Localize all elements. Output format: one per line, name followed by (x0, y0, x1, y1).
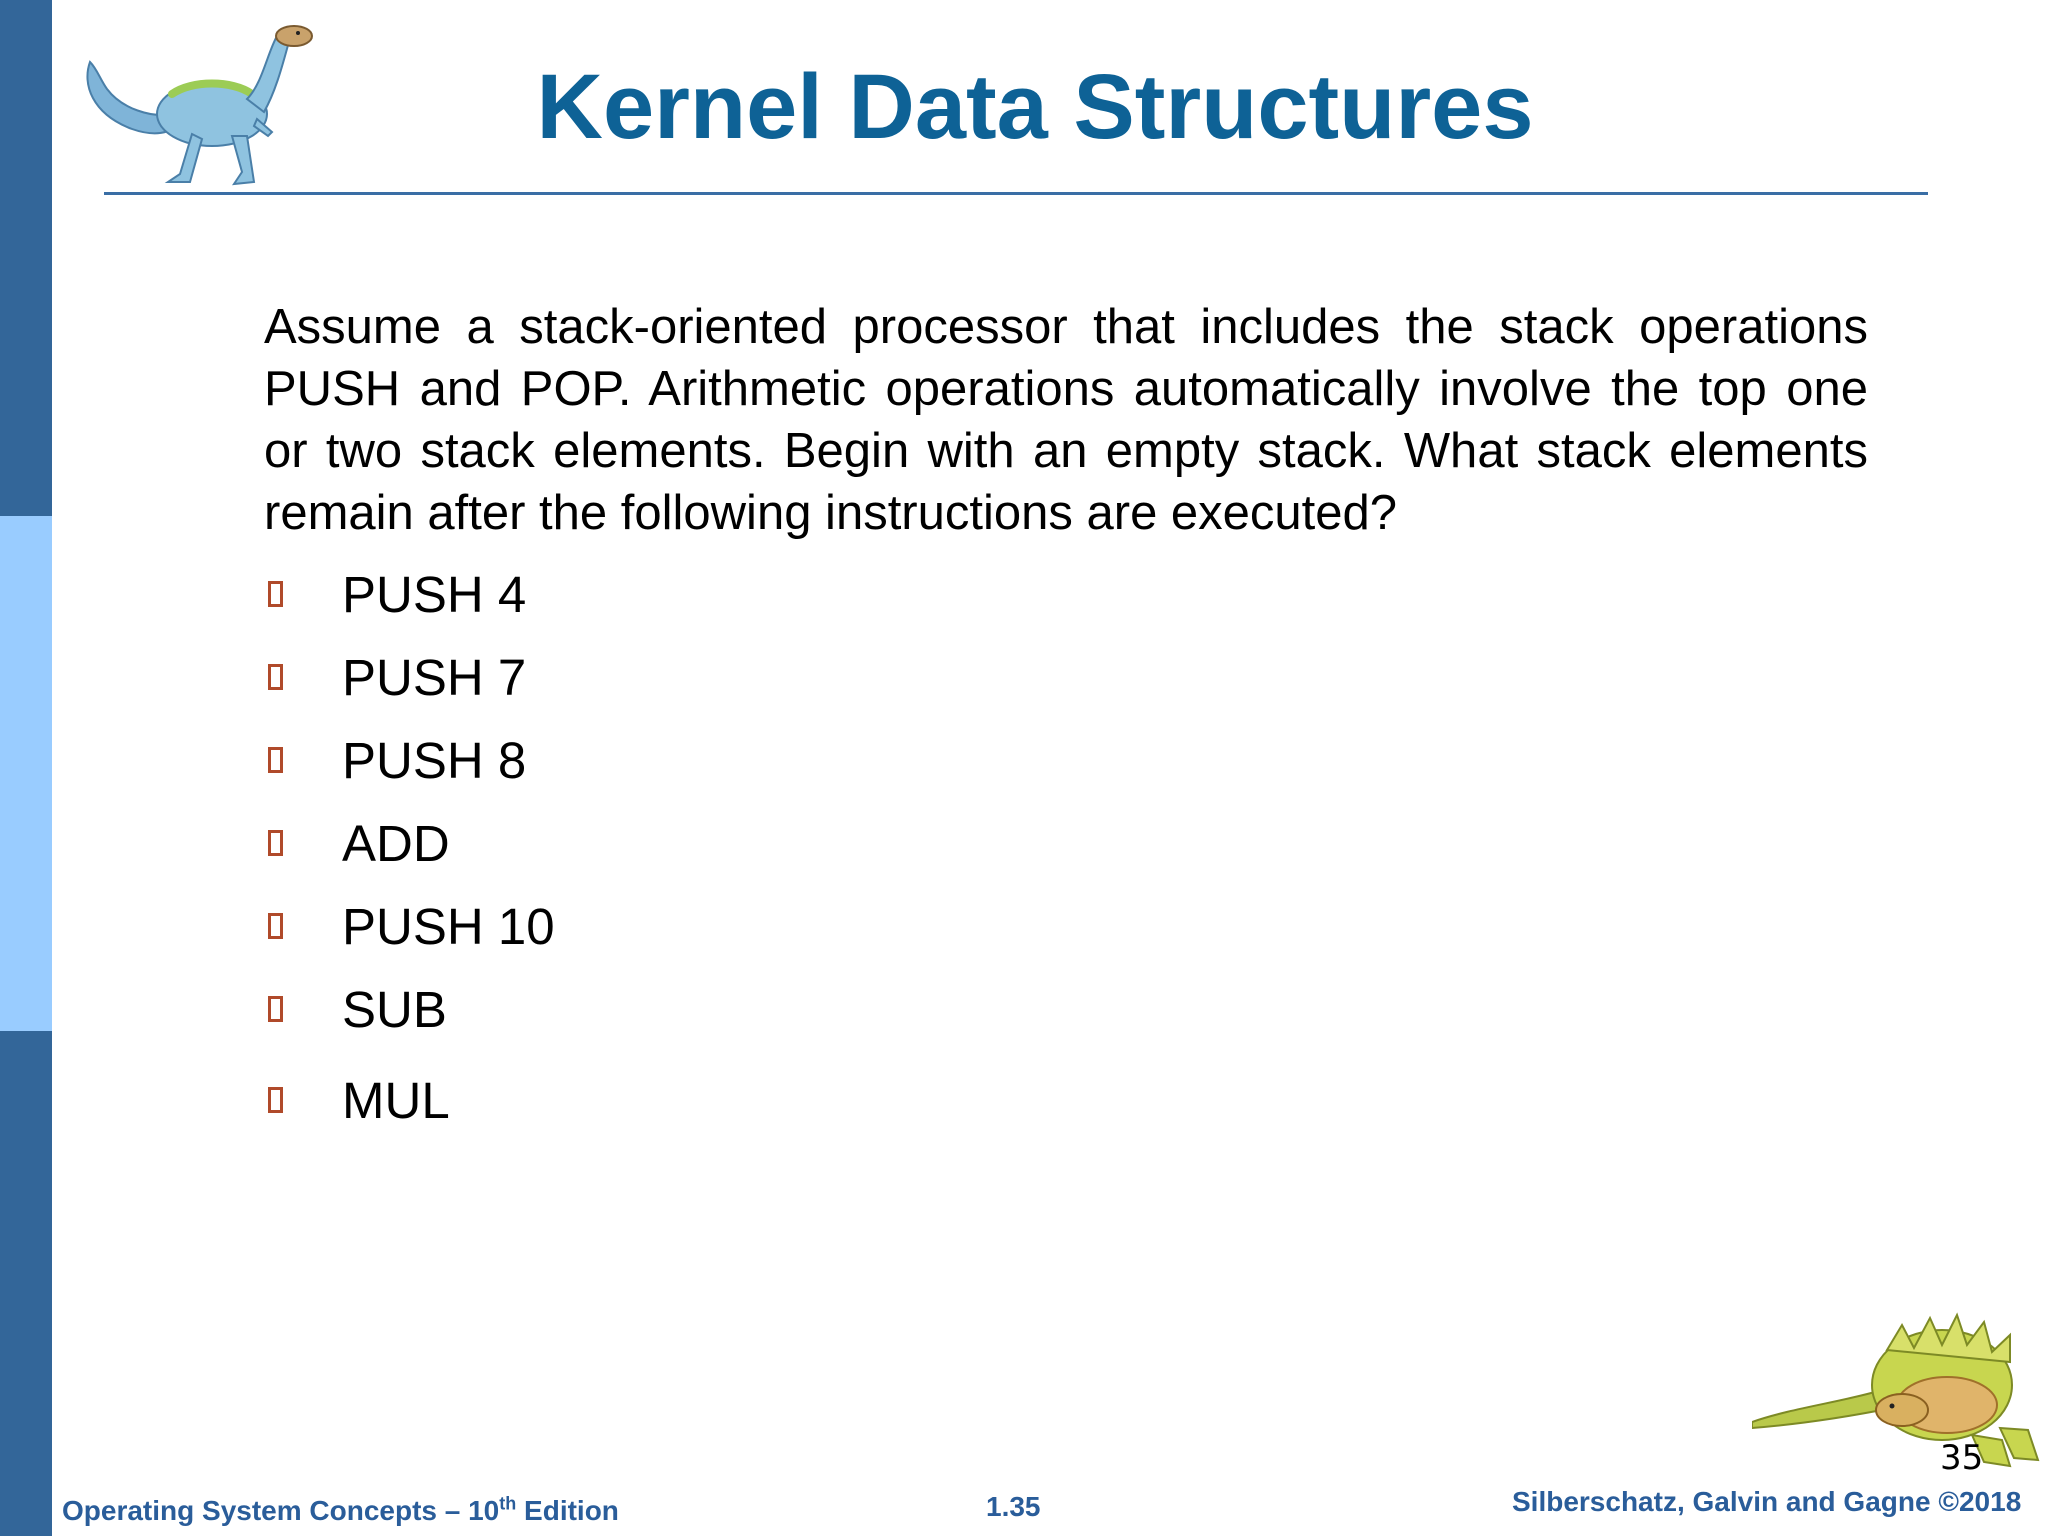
footer-book-title-suffix: Edition (516, 1495, 619, 1526)
sidebar-segment-top (0, 0, 52, 516)
dinosaur-logo-icon (72, 14, 322, 194)
hollow-square-icon (268, 830, 283, 856)
instruction-text: PUSH 10 (342, 898, 555, 955)
hollow-square-icon (268, 664, 283, 690)
instruction-text: ADD (342, 815, 450, 872)
list-item (264, 565, 864, 625)
list-item (264, 897, 864, 957)
list-item (264, 814, 864, 874)
hollow-square-icon (268, 996, 283, 1022)
footer-copyright: Silberschatz, Galvin and Gagne ©2018 (1512, 1486, 2022, 1517)
instruction-text: PUSH 7 (342, 649, 527, 706)
sidebar-segment-middle (0, 516, 52, 1031)
list-item (264, 980, 864, 1040)
hollow-square-icon (268, 913, 283, 939)
instruction-text: SUB (342, 981, 447, 1038)
footer-slide-number: 1.35 (986, 1491, 1041, 1522)
sidebar-stripe (0, 0, 52, 1536)
question-paragraph: Assume a stack-oriented processor that includes the stack operations PUSH and POP. Arithmetic operations automatically involve the top one or two stack elements. Begin with an empty stack. What stack elements remain after the following instructions are executed? (264, 300, 1868, 540)
instruction-text: PUSH 4 (342, 566, 527, 623)
list-item (264, 731, 864, 791)
dinosaur-illustration-icon (1752, 1290, 2042, 1480)
title-divider (104, 192, 1928, 195)
footer-book-title-sup: th (499, 1493, 517, 1514)
page-number: 35 (1940, 1438, 1984, 1478)
hollow-square-icon (268, 581, 283, 607)
instruction-text: PUSH 8 (342, 732, 527, 789)
hollow-square-icon (268, 1087, 283, 1113)
instruction-text: MUL (342, 1072, 450, 1129)
list-item (264, 648, 864, 708)
footer-book-title (62, 1494, 619, 1528)
sidebar-segment-bottom (0, 1031, 52, 1536)
hollow-square-icon (268, 747, 283, 773)
list-item (264, 1071, 864, 1131)
footer-book-title-prefix: Operating System Concepts – 10 (62, 1495, 500, 1526)
slide-title: Kernel Data Structures (536, 56, 1534, 158)
